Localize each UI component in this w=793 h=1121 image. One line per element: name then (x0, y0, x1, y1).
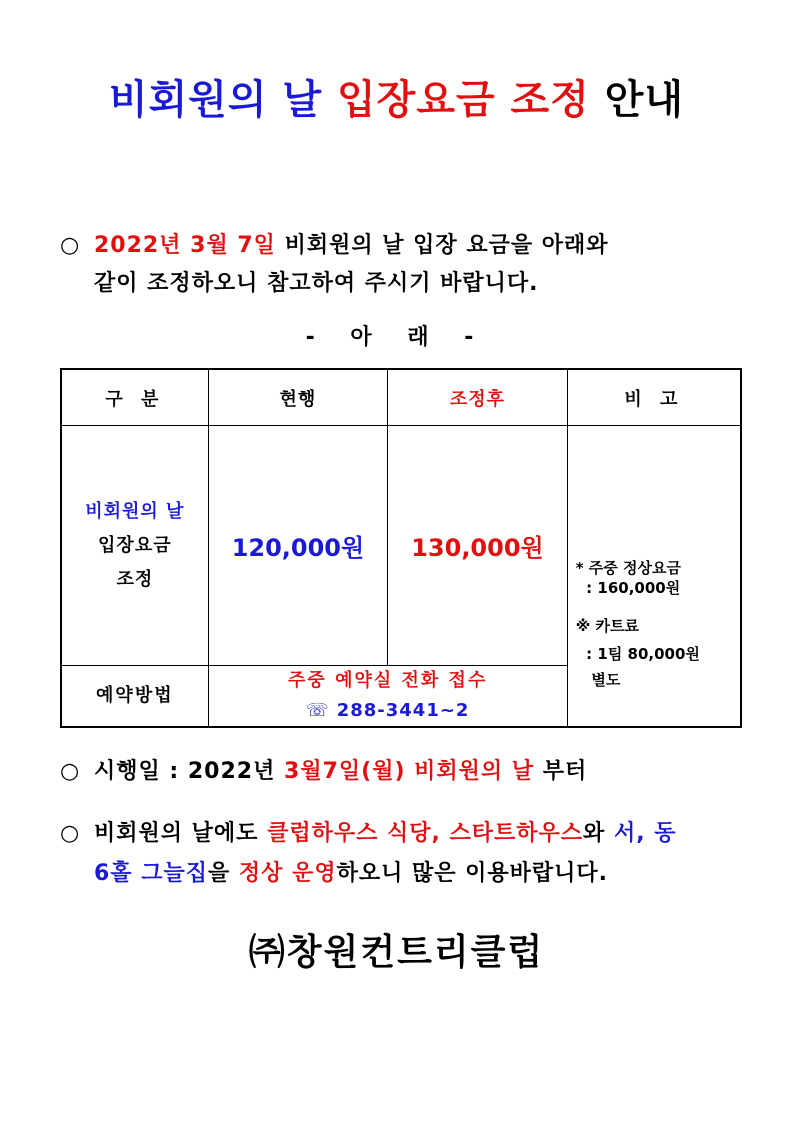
effective-date-line (60, 754, 587, 785)
remark-3: ※ 카트료 (575, 617, 640, 635)
intro-line-1 (60, 228, 609, 259)
effective-prefix: 시행일 : 2022년 (94, 759, 285, 784)
operation-bullet: ○ (60, 821, 81, 846)
title-part-1: 비회원의 날 (108, 77, 323, 123)
organization-name: ㈜창원컨트리클럽 (248, 932, 545, 973)
document-title (0, 68, 793, 125)
reservation-method (208, 666, 567, 728)
operation-line-2 (94, 856, 608, 887)
category-line-2: 입장요금 (98, 534, 172, 556)
operation-t8: 하오니 많은 이용바랍니다. (336, 861, 609, 886)
intro-text-1: 비회원의 날 입장 요금을 아래와 (275, 233, 609, 258)
operation-t7: 정상 운영 (238, 861, 337, 886)
operation-t1: 비회원의 날에도 (94, 821, 268, 846)
reservation-line-1: 주중 예약실 전화 접수 (288, 670, 488, 691)
notice-label: - 아 래 - (305, 325, 488, 350)
remark-2: : 160,000원 (575, 579, 681, 597)
operation-line-1 (60, 816, 677, 847)
header-current: 현행 (208, 369, 388, 426)
header-category: 구 분 (61, 369, 208, 426)
title-part-3: 안내 (604, 77, 685, 123)
effective-date: 3월7일(월) 비회원의 날 (284, 759, 535, 784)
header-remarks: 비 고 (567, 369, 741, 426)
remarks-cell (567, 426, 741, 728)
effective-suffix: 부터 (534, 759, 588, 784)
category-line-1: 비회원의 날 (85, 500, 185, 522)
adjusted-price: 130,000원 (388, 426, 568, 666)
remark-1: * 주중 정상요금 (575, 559, 681, 577)
remark-4: : 1팀 80,000원 (575, 645, 700, 663)
intro-bullet: ○ (60, 233, 81, 258)
fee-table (60, 368, 742, 728)
current-price: 120,000원 (208, 426, 388, 666)
intro-text-2: 같이 조정하오니 참고하여 주시기 바랍니다. (94, 271, 539, 296)
intro-date: 2022년 3월 7일 (94, 233, 276, 258)
title-part-2: 입장요금 조정 (337, 77, 590, 123)
header-adjusted: 조정후 (388, 369, 568, 426)
operation-t3: 와 (583, 821, 614, 846)
operation-t6: 을 (207, 861, 239, 886)
remark-5: 별도 (575, 671, 621, 689)
operation-t2: 클럽하우스 식당, 스타트하우스 (267, 821, 584, 846)
category-cell (61, 426, 208, 666)
reservation-phone: ☏ 288-3441~2 (305, 700, 470, 721)
reservation-label: 예약방법 (61, 666, 208, 728)
operation-t5: 6홀 그늘집 (94, 861, 208, 886)
operation-t4: 서, 동 (613, 821, 677, 846)
category-line-3: 조정 (116, 568, 154, 590)
effective-bullet: ○ (60, 759, 81, 784)
